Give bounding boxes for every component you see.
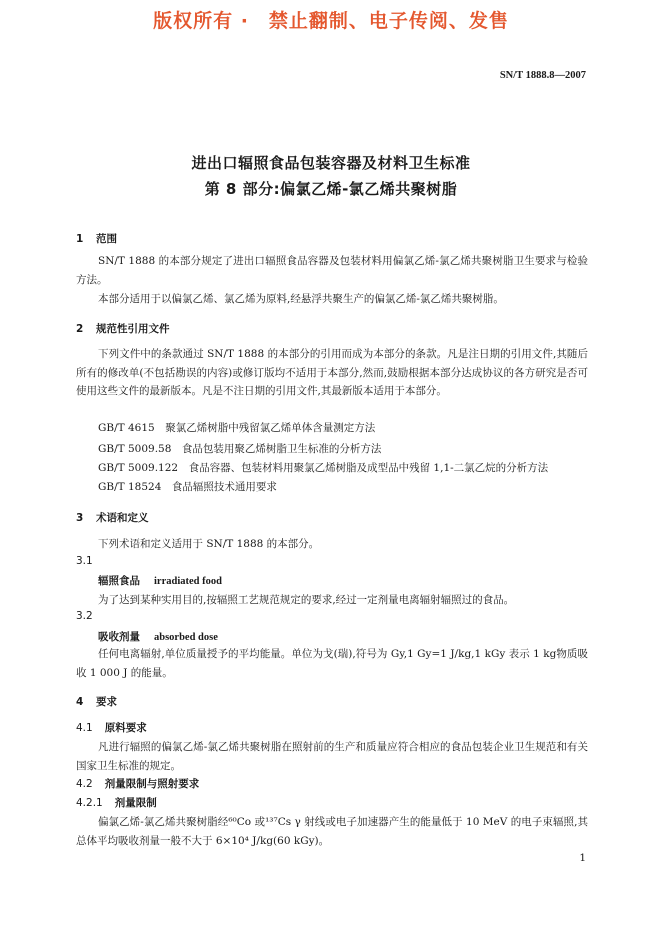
section-title: 术语和定义: [96, 512, 149, 524]
section-1-paragraph-2: 本部分适用于以偏氯乙烯、氯乙烯为原料,经悬浮共聚生产的偏氯乙烯-氯乙烯共聚树脂。: [98, 293, 504, 305]
term-2: [98, 629, 218, 644]
section-title: 范围: [96, 233, 117, 245]
page-number: 1: [579, 852, 586, 864]
section-title: 规范性引用文件: [96, 323, 170, 335]
term-number: 3.2: [76, 610, 93, 622]
term-2-definition: 任何电离辐射,单位质量授予的平均能量。单位为戈(瑞),符号为 Gy,1 Gy=1 J/kg,1 kGy 表示 1 kg物质吸收 1 000 J 的能量。: [76, 648, 588, 679]
section-2-heading: [76, 321, 170, 336]
subsection-number: 4.1: [76, 722, 93, 734]
section-title: 要求: [96, 696, 117, 708]
section-1-paragraph-1: SN/T 1888 的本部分规定了进出口辐照食品容器及包装材料用偏氯乙烯-氯乙烯共聚树脂卫生要求与检验方法。: [76, 255, 588, 286]
section-number: 1: [76, 233, 84, 245]
subsection-title: 原料要求: [104, 722, 147, 734]
section-number: 4: [76, 696, 84, 708]
section-number: 2: [76, 323, 84, 335]
standard-number: SN/T 1888.8—2007: [499, 70, 586, 81]
copyright-banner: 版权所有 · 禁止翻制、电子传阅、发售: [153, 10, 509, 32]
document-subtitle: 第 8 部分:偏氯乙烯-氯乙烯共聚树脂: [204, 180, 458, 198]
section-3-intro: 下列术语和定义适用于 SN/T 1888 的本部分。: [98, 538, 320, 550]
term-chinese: 吸收剂量: [98, 631, 140, 643]
term-chinese: 辐照食品: [98, 575, 140, 587]
section-1-heading: [76, 231, 117, 246]
term-english: irradiated food: [154, 576, 222, 587]
document-title: 进出口辐照食品包装容器及材料卫生标准: [191, 154, 471, 172]
section-number: 3: [76, 512, 84, 524]
reference-item: GB/T 4615 聚氯乙烯树脂中残留氯乙烯单体含量测定方法: [98, 422, 376, 434]
term-english: absorbed dose: [154, 632, 218, 643]
term-1: [98, 573, 222, 588]
subsection-4-1-heading: [76, 720, 147, 735]
subsection-number: 4.2: [76, 778, 93, 790]
reference-item: GB/T 5009.122 食品容器、包装材料用聚氯乙烯树脂及成型品中残留 1,1-二氯乙烷的分析方法: [98, 462, 549, 474]
reference-item: GB/T 18524 食品辐照技术通用要求: [98, 481, 277, 493]
subsection-4-2-heading: [76, 776, 199, 791]
section-3-heading: [76, 510, 149, 525]
subsection-title: 剂量限制: [114, 797, 157, 809]
section-2-paragraph: 下列文件中的条款通过 SN/T 1888 的本部分的引用而成为本部分的条款。凡是注日期的引用文件,其随后所有的修改单(不包括勘误的内容)或修订版均不适用于本部分,然而,鼓励根据本部分达成协议的各方研究是否可使用这些文件的最新版本。凡是不注日期的引用文件,其最新版本适用于本部分。: [76, 348, 588, 397]
subsection-number: 4.2.1: [76, 797, 103, 809]
subsection-4-2-1-text: 偏氯乙烯-氯乙烯共聚树脂经⁶⁰Co 或¹³⁷Cs γ 射线或电子加速器产生的能量低于 10 MeV 的电子束辐照,其总体平均吸收剂量一般不大于 6×10⁴ J/kg(60 kGy)。: [76, 816, 588, 847]
reference-item: GB/T 5009.58 食品包装用聚乙烯树脂卫生标准的分析方法: [98, 443, 382, 455]
subsection-4-1-text: 凡进行辐照的偏氯乙烯-氯乙烯共聚树脂在照射前的生产和质量应符合相应的食品包装企业卫生规范和有关国家卫生标准的规定。: [76, 741, 588, 772]
term-1-definition: 为了达到某种实用目的,按辐照工艺规范规定的要求,经过一定剂量电离辐射辐照过的食品。: [98, 594, 515, 606]
term-number: 3.1: [76, 555, 93, 567]
subsection-title: 剂量限制与照射要求: [104, 778, 200, 790]
section-4-heading: [76, 694, 117, 709]
subsection-4-2-1-heading: [76, 795, 157, 810]
